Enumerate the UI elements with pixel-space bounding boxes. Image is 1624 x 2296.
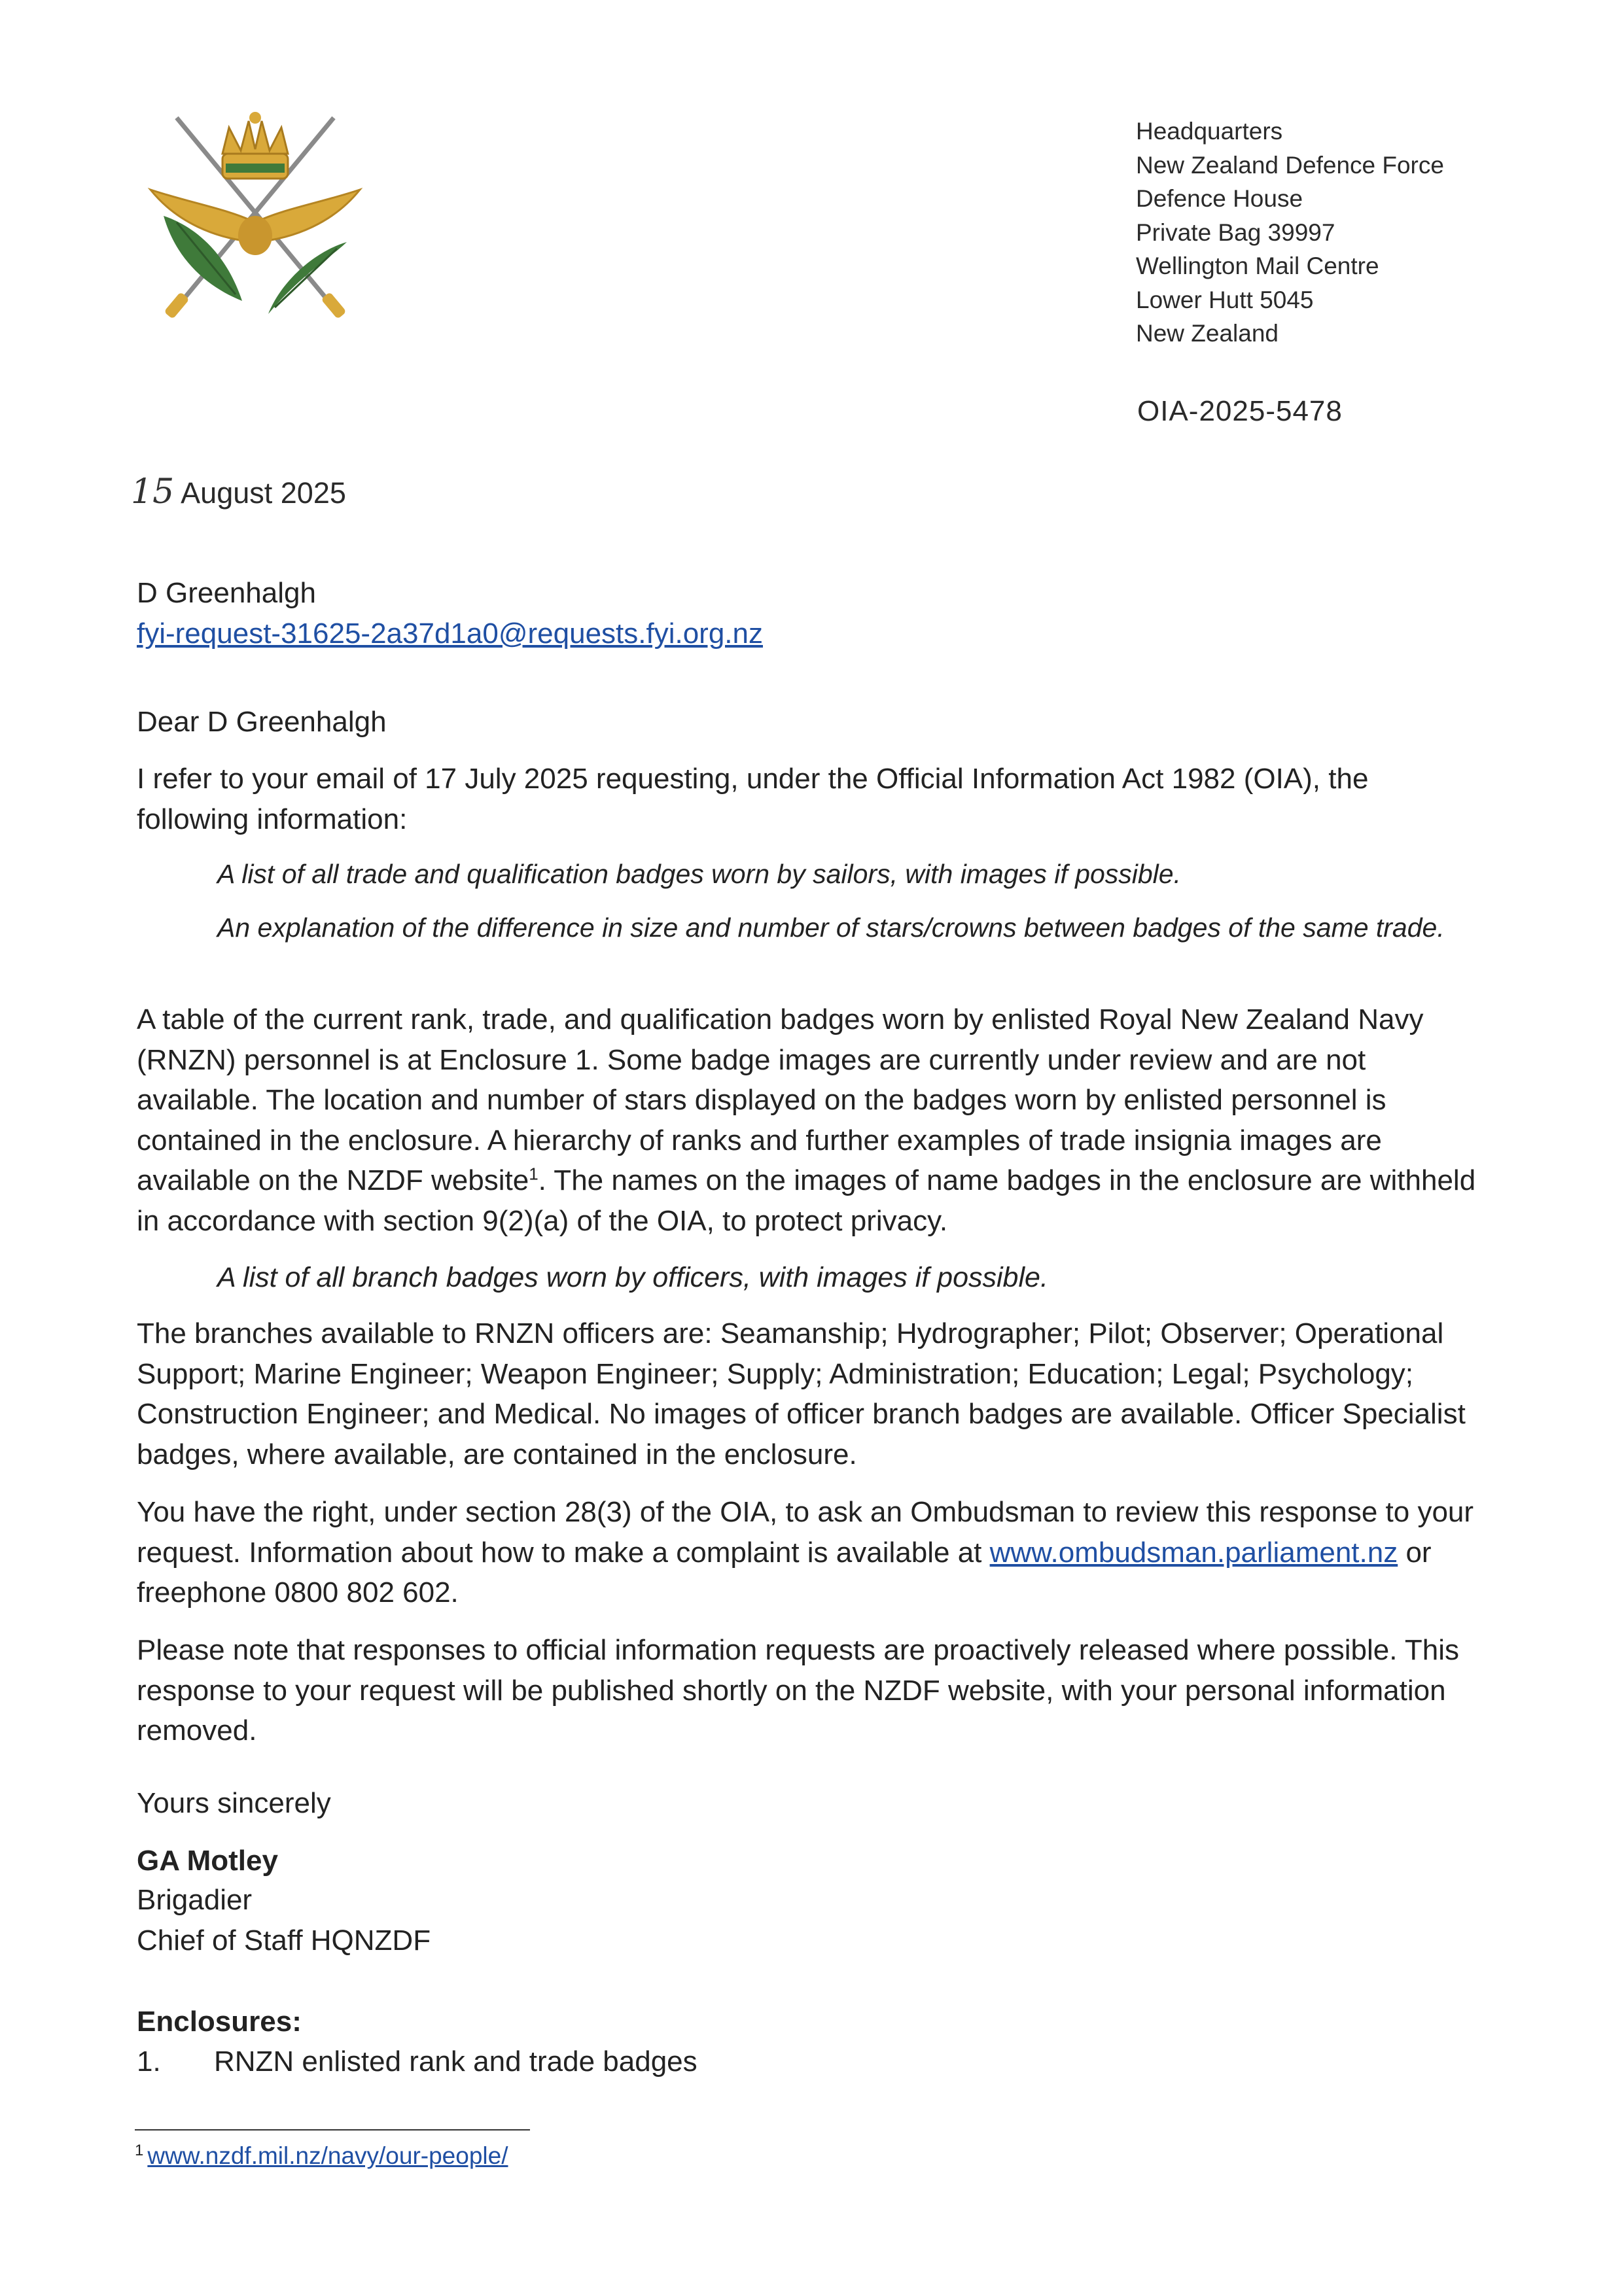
paragraph-text: or freephone 0800 802 602. [137,1536,1432,1609]
signatory-name: GA Motley [137,1845,278,1877]
handwritten-day: 15 [131,472,175,512]
footnote-link[interactable]: www.nzdf.mil.nz/navy/our-people/ [147,2142,508,2169]
footnote [135,2142,508,2170]
enclosure-item [137,2042,1485,2082]
footnote-divider [135,2129,530,2131]
footnote-marker: 1 [135,2141,144,2159]
proactive-release-paragraph: Please note that responses to official information requests are proactively released where possible. This response to your request will be published shortly on the NZDF website, with your personal information removed. [137,1634,1460,1747]
enclosure-number: 1. [137,2045,161,2078]
paragraph-text: You have the right, under section 28(3) of the OIA, to ask an Ombudsman to review this response to your request. Information about how to make a complaint is available at [137,1496,1474,1569]
address-line: New Zealand Defence Force [1136,151,1444,179]
address-line: Headquarters [1136,118,1283,145]
footnote-ref: 1 [529,1164,538,1184]
nzdf-crest-logo [137,92,373,340]
address-line: Defence House [1136,185,1303,212]
enlisted-badges-paragraph [137,1000,1485,1241]
address-line: Lower Hutt 5045 [1136,286,1314,313]
enclosures-heading: Enclosures: [137,2006,302,2038]
address-line: Private Bag 39997 [1136,218,1335,246]
address-line: New Zealand [1136,320,1279,347]
hq-address-block [1136,114,1444,351]
ombudsman-link[interactable]: www.ombudsman.parliament.nz [989,1536,1398,1569]
recipient-email-line [137,614,1485,654]
date-month-year: August 2025 [181,476,346,510]
reference-number: OIA-2025-5478 [1137,395,1343,427]
closing: Yours sincerely [137,1787,331,1819]
recipient-email-link[interactable]: fyi-request-31625-2a37d1a0@requests.fyi.org.nz [137,617,763,650]
signatory-rank: Brigadier [137,1884,253,1916]
paragraph-text: . The names on the images of name badges in the enclosure are withheld in accordance with section 9(2)(a) of the OIA, to protect privacy. [137,1164,1476,1237]
enclosure-text: RNZN enlisted rank and trade badges [214,2045,697,2078]
salutation: Dear D Greenhalgh [137,706,387,738]
recipient-name: D Greenhalgh [137,577,316,609]
address-line: Wellington Mail Centre [1136,252,1379,279]
naval-crown-icon [222,112,288,179]
paragraph-text: A table of the current rank, trade, and qualification badges worn by enlisted Royal New Zealand Navy (RNZN) personnel is at Enclosure 1. Some badge images are currently under review and are not available. The location and number of stars displayed on the badges worn by enlisted personnel is contained in the enclosure. A hierarchy of ranks and further examples of trade insignia images are available on the NZDF website [137,1003,1424,1196]
request-quote-3: A list of all branch badges worn by officers, with images if possible. [217,1262,1048,1293]
request-quote-2: An explanation of the difference in size and number of stars/crowns between badges of the same trade. [217,913,1445,943]
letter-date [131,472,346,512]
officer-branches-paragraph: The branches available to RNZN officers are: Seamanship; Hydrographer; Pilot; Observer; Operational Support; Marine Engineer; Weapon Engineer; Supply; Administration; Education; Legal; Psychology; Construction Engineer; and Medical. No images of officer branch badges are available. Officer Specialist badges, where available, are contained in the enclosure. [137,1317,1466,1470]
request-quote-1: A list of all trade and qualification badges worn by sailors, with images if possible. [217,859,1181,889]
ombudsman-rights-paragraph [137,1492,1485,1613]
intro-paragraph: I refer to your email of 17 July 2025 requesting, under the Official Information Act 1982 (OIA), the following information: [137,763,1369,835]
signatory-title: Chief of Staff HQNZDF [137,1924,431,1957]
